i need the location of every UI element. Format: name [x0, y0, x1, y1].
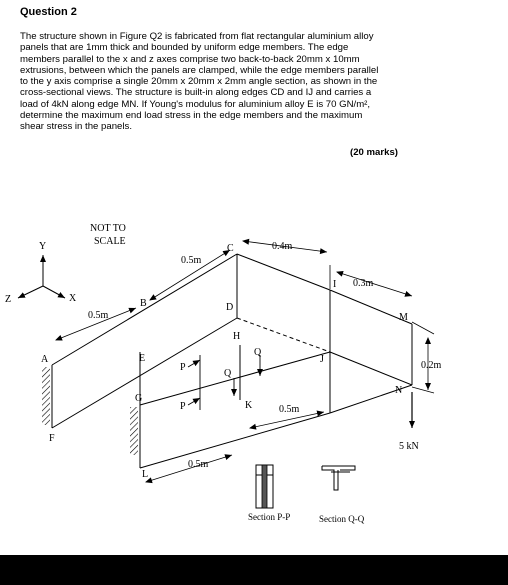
dim-label: 0.5m [181, 255, 202, 266]
dim-label: 0.3m [353, 278, 374, 289]
scale-note: SCALE [94, 236, 126, 247]
question-line: load of 4kN along edge MN. If Young's modulus for aluminium alloy E is 70 GN/m², [20, 98, 371, 110]
wall-support-hatch [42, 367, 50, 425]
dim-label: 0.4m [272, 241, 293, 252]
point-label-l: L [142, 469, 149, 480]
bottom-bar [0, 555, 508, 585]
question-line: to the y axis comprise a single 20mm x 20mm x 2mm angle section, as shown in the [20, 76, 378, 88]
point-label-m: M [399, 312, 408, 323]
section-q-marker: Q [254, 347, 262, 358]
point-label-j: J [320, 354, 324, 365]
dim-label: 0.5m [188, 459, 209, 470]
section-p-marker: P [180, 362, 186, 373]
marks-label: (20 marks) [350, 147, 398, 158]
section-pp-drawing [256, 465, 273, 508]
point-label-f: F [49, 433, 55, 444]
z-axis-label: Z [5, 294, 12, 305]
question-line: determine the maximum end load stress in the edge members and the maximum [20, 110, 363, 122]
point-label-c: C [227, 243, 234, 254]
section-p-marker: P [180, 401, 186, 412]
section-qq-label: Section Q-Q [319, 514, 365, 524]
section-q-marker: Q [224, 368, 232, 379]
question-line: extrusions, between which the panels are clamped, while the edge members parallel [20, 64, 379, 76]
question-line: members parallel to the x and z axes comprise two back-to-back 20mm x 10mm [20, 53, 360, 65]
dim-label: 0.5m [279, 404, 300, 415]
point-label-i: I [333, 279, 337, 290]
question-line: cross-sectional views. The structure is built-in along edges CD and IJ and carries a [20, 87, 372, 99]
section-qq-drawing [322, 466, 355, 490]
point-label-d: D [226, 302, 234, 313]
question-heading: Question 2 [20, 6, 77, 18]
question-line: The structure shown in Figure Q2 is fabricated from flat rectangular aluminium alloy [20, 31, 374, 42]
dim-label: 0.2m [421, 360, 442, 371]
wall-support-hatch [130, 407, 138, 455]
point-label-n: N [395, 385, 403, 396]
dim-label: 0.5m [88, 310, 109, 321]
point-label-k: K [245, 400, 253, 411]
point-label-e: E [139, 353, 146, 364]
question-line: shear stress in the panels. [20, 121, 132, 133]
y-axis-label: Y [39, 241, 47, 252]
question-line: panels that are 1mm thick and bounded by uniform edge members. The edge [20, 42, 349, 54]
scale-note: NOT TO [90, 223, 126, 234]
point-label-g: G [135, 393, 143, 404]
load-label: 5 kN [399, 441, 419, 452]
point-label-a: A [41, 354, 49, 365]
axis-triad [5, 241, 77, 305]
point-label-b: B [140, 298, 147, 309]
point-label-h: H [233, 331, 241, 342]
x-axis-label: X [69, 293, 77, 304]
section-pp-label: Section P-P [248, 512, 291, 522]
dimension-lines [56, 241, 434, 482]
